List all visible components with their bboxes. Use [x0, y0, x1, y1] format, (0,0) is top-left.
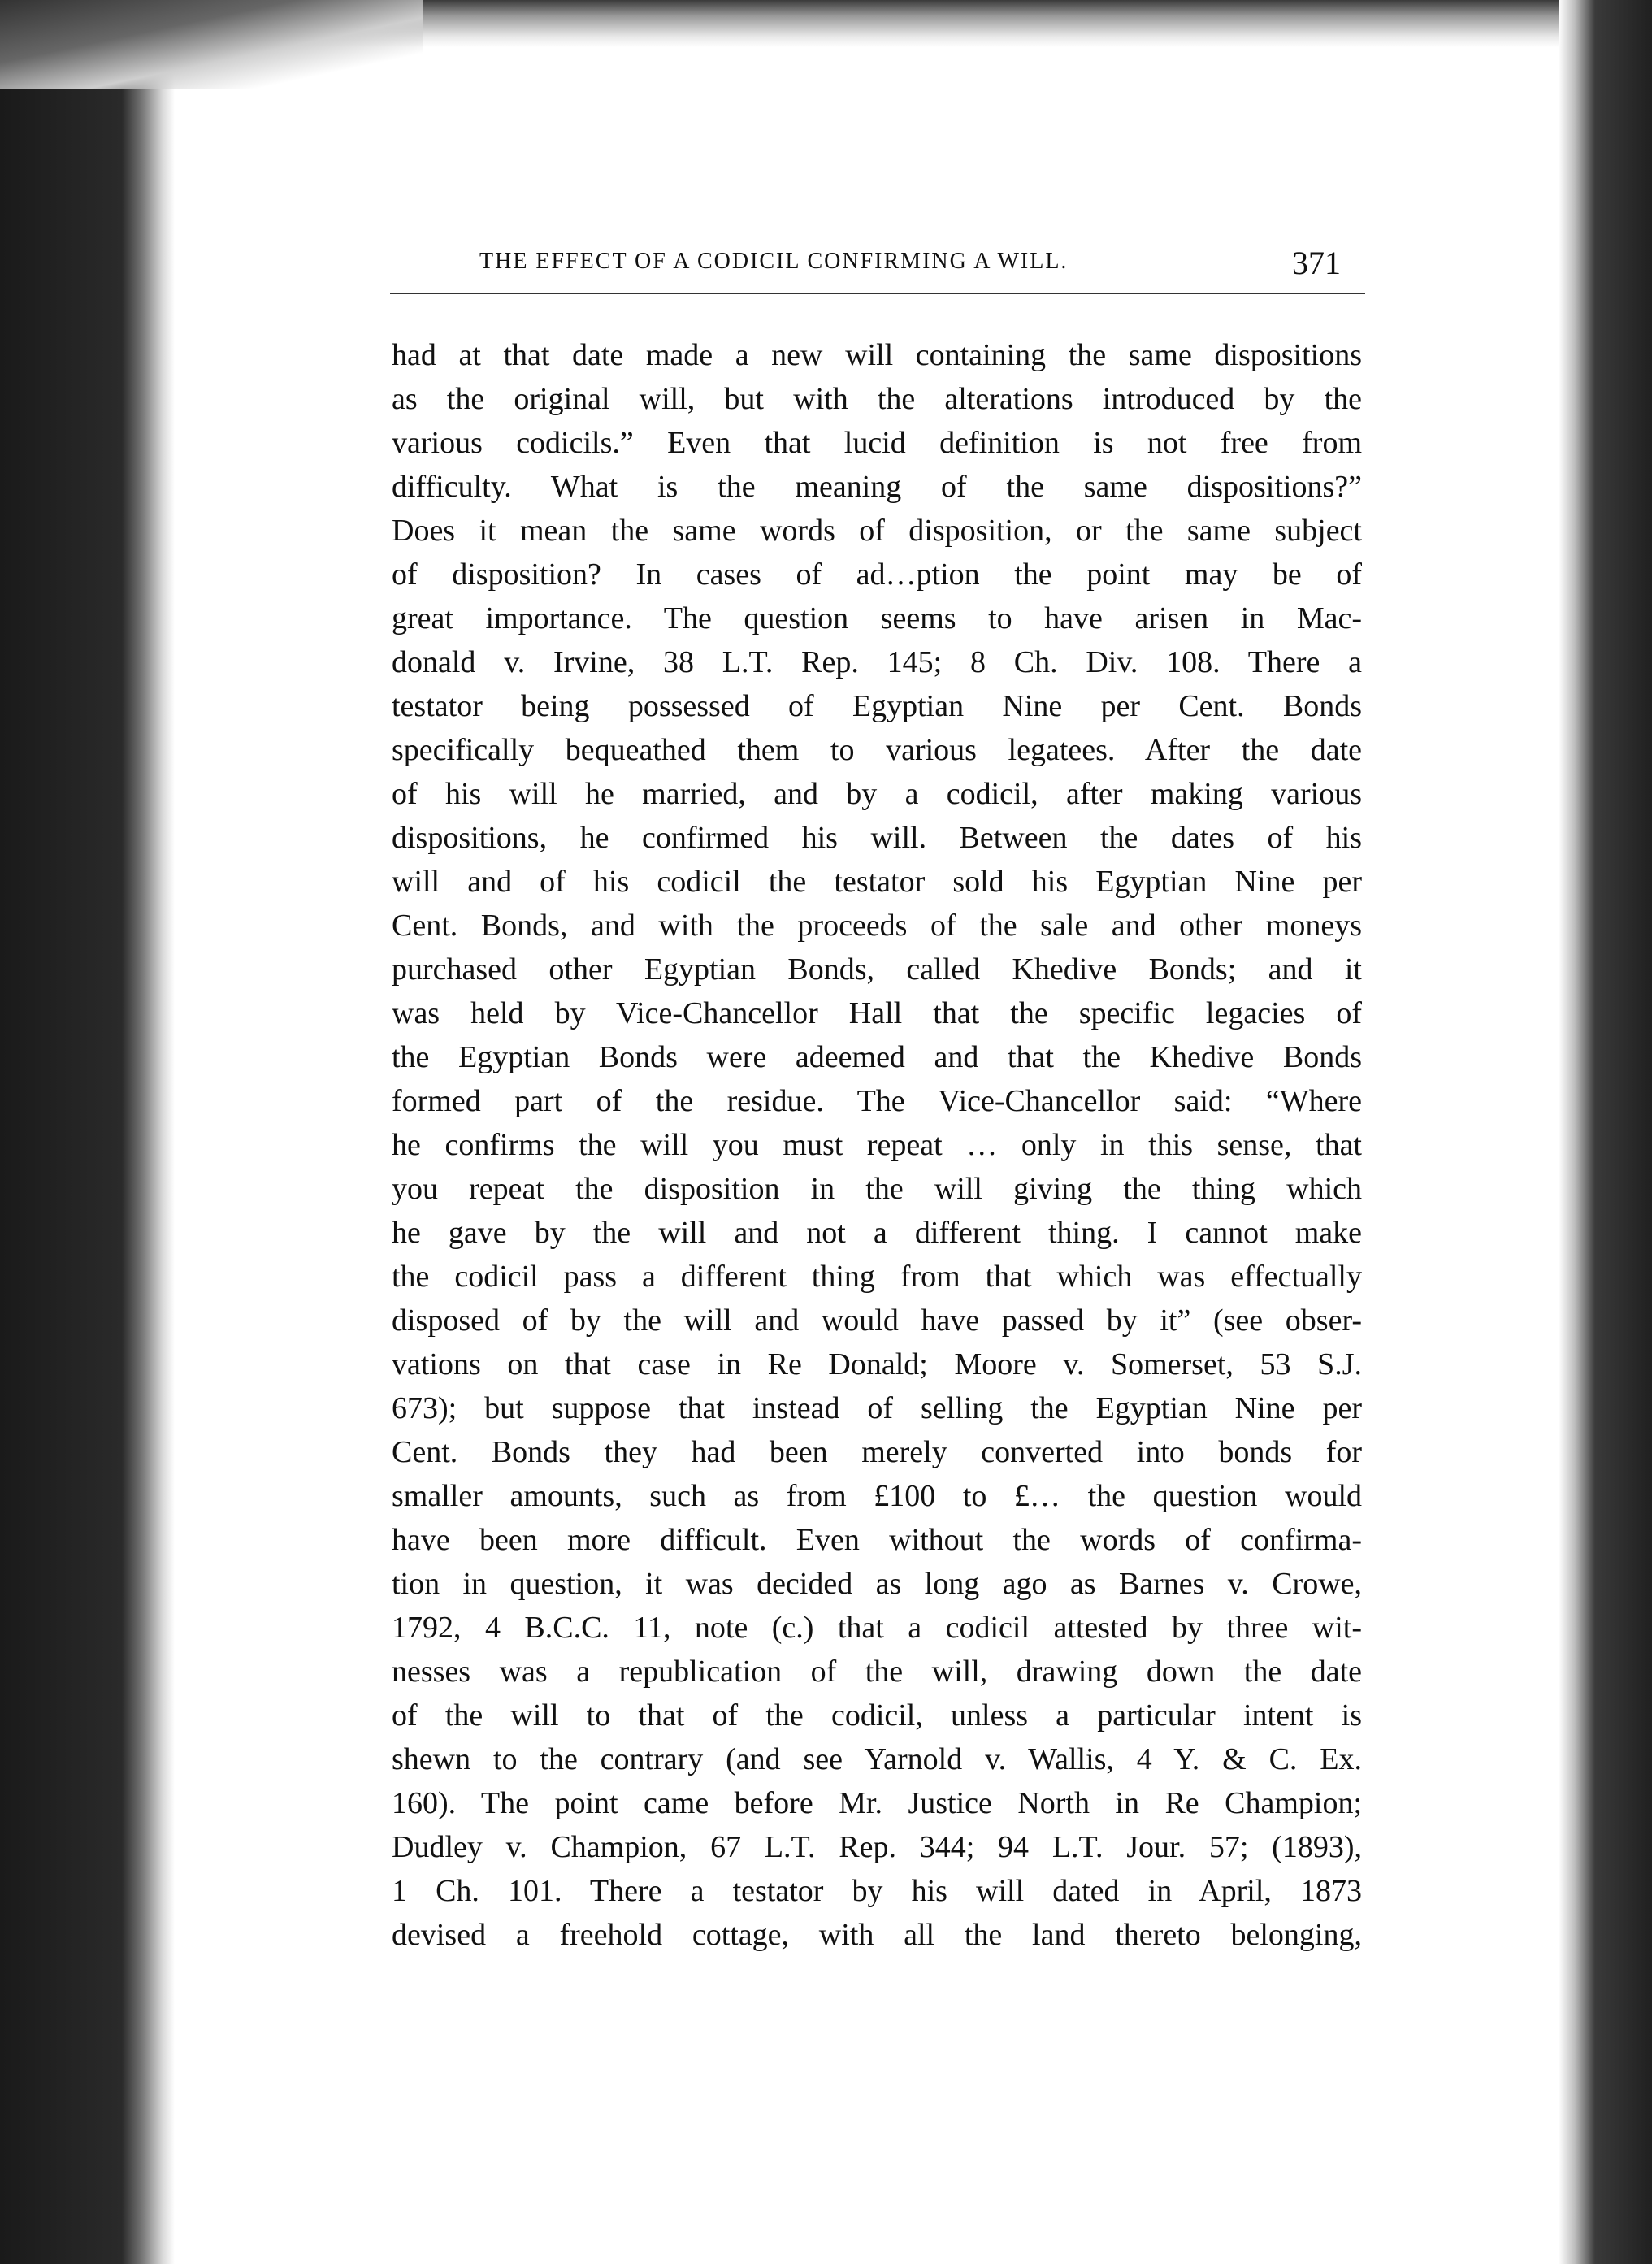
text-line: nesses was a republication of the will, drawing down the date — [392, 1655, 1362, 1689]
text-line: vations on that case in Re Donald; Moore v. Somerset, 53 S.J. — [392, 1347, 1362, 1381]
text-line: of his will he married, and by a codicil, after making various — [392, 777, 1362, 811]
text-line: was held by Vice-Chancellor Hall that the specific legacies of — [392, 996, 1362, 1030]
page-number: 371 — [1292, 245, 1341, 281]
text-line: Dudley v. Champion, 67 L.T. Rep. 344; 94 L.T. Jour. 57; (1893), — [392, 1830, 1362, 1864]
text-line: dispositions, he confirmed his will. Between the dates of his — [392, 821, 1362, 855]
text-line: you repeat the disposition in the will giving the thing which — [392, 1172, 1362, 1206]
text-line: 1 Ch. 101. There a testator by his will dated in April, 1873 — [392, 1874, 1362, 1908]
running-title: THE EFFECT OF A CODICIL CONFIRMING A WILL. — [479, 249, 1069, 274]
text-line: 160). The point came before Mr. Justice North in Re Champion; — [392, 1786, 1362, 1820]
text-line: various codicils.” Even that lucid definition is not free from — [392, 426, 1362, 460]
text-line: will and of his codicil the testator sold his Egyptian Nine per — [392, 865, 1362, 899]
body-text — [390, 333, 1362, 1957]
text-line: tion in question, it was decided as long ago as Barnes v. Crowe, — [392, 1567, 1362, 1601]
text-line: the codicil pass a different thing from that which was effectually — [392, 1260, 1362, 1294]
text-line: the Egyptian Bonds were adeemed and that the Khedive Bonds — [392, 1040, 1362, 1074]
scan-left-edge — [0, 0, 175, 2264]
text-line: 1792, 4 B.C.C. 11, note (c.) that a codicil attested by three wit- — [392, 1611, 1362, 1645]
text-line: he confirms the will you must repeat … only in this sense, that — [392, 1128, 1362, 1162]
text-line: great importance. The question seems to have arisen in Mac- — [392, 601, 1362, 635]
text-line: he gave by the will and not a different thing. I cannot make — [392, 1216, 1362, 1250]
book-page — [390, 244, 1365, 1957]
text-line: of disposition? In cases of ad…ption the point may be of — [392, 557, 1362, 592]
text-line: smaller amounts, such as from £100 to £… the question would — [392, 1479, 1362, 1513]
text-line: formed part of the residue. The Vice-Chancellor said: “Where — [392, 1084, 1362, 1118]
scan-corner-shadow — [0, 0, 423, 89]
text-line: purchased other Egyptian Bonds, called Khedive Bonds; and it — [392, 952, 1362, 987]
text-line: difficulty. What is the meaning of the same dispositions?” — [392, 470, 1362, 504]
text-line: have been more difficult. Even without the words of confirma- — [392, 1523, 1362, 1557]
text-line: shewn to the contrary (and see Yarnold v. Wallis, 4 Y. & C. Ex. — [392, 1742, 1362, 1776]
running-head — [390, 244, 1365, 294]
text-line: of the will to that of the codicil, unless a particular intent is — [392, 1698, 1362, 1733]
text-line: testator being possessed of Egyptian Nine per Cent. Bonds — [392, 689, 1362, 723]
text-line: had at that date made a new will containing the same dispositions — [392, 338, 1362, 372]
text-line: as the original will, but with the alterations introduced by the — [392, 382, 1362, 416]
text-line: 673); but suppose that instead of selling the Egyptian Nine per — [392, 1391, 1362, 1425]
scan-right-edge — [1559, 0, 1652, 2264]
text-line: Cent. Bonds, and with the proceeds of the sale and other moneys — [392, 909, 1362, 943]
text-line: devised a freehold cottage, with all the land thereto belonging, — [392, 1918, 1362, 1952]
text-line: specifically bequeathed them to various legatees. After the date — [392, 733, 1362, 767]
text-line: Does it mean the same words of disposition, or the same subject — [392, 514, 1362, 548]
text-line: donald v. Irvine, 38 L.T. Rep. 145; 8 Ch. Div. 108. There a — [392, 645, 1362, 679]
text-line: Cent. Bonds they had been merely converted into bonds for — [392, 1435, 1362, 1469]
text-line: disposed of by the will and would have passed by it” (see obser- — [392, 1303, 1362, 1338]
